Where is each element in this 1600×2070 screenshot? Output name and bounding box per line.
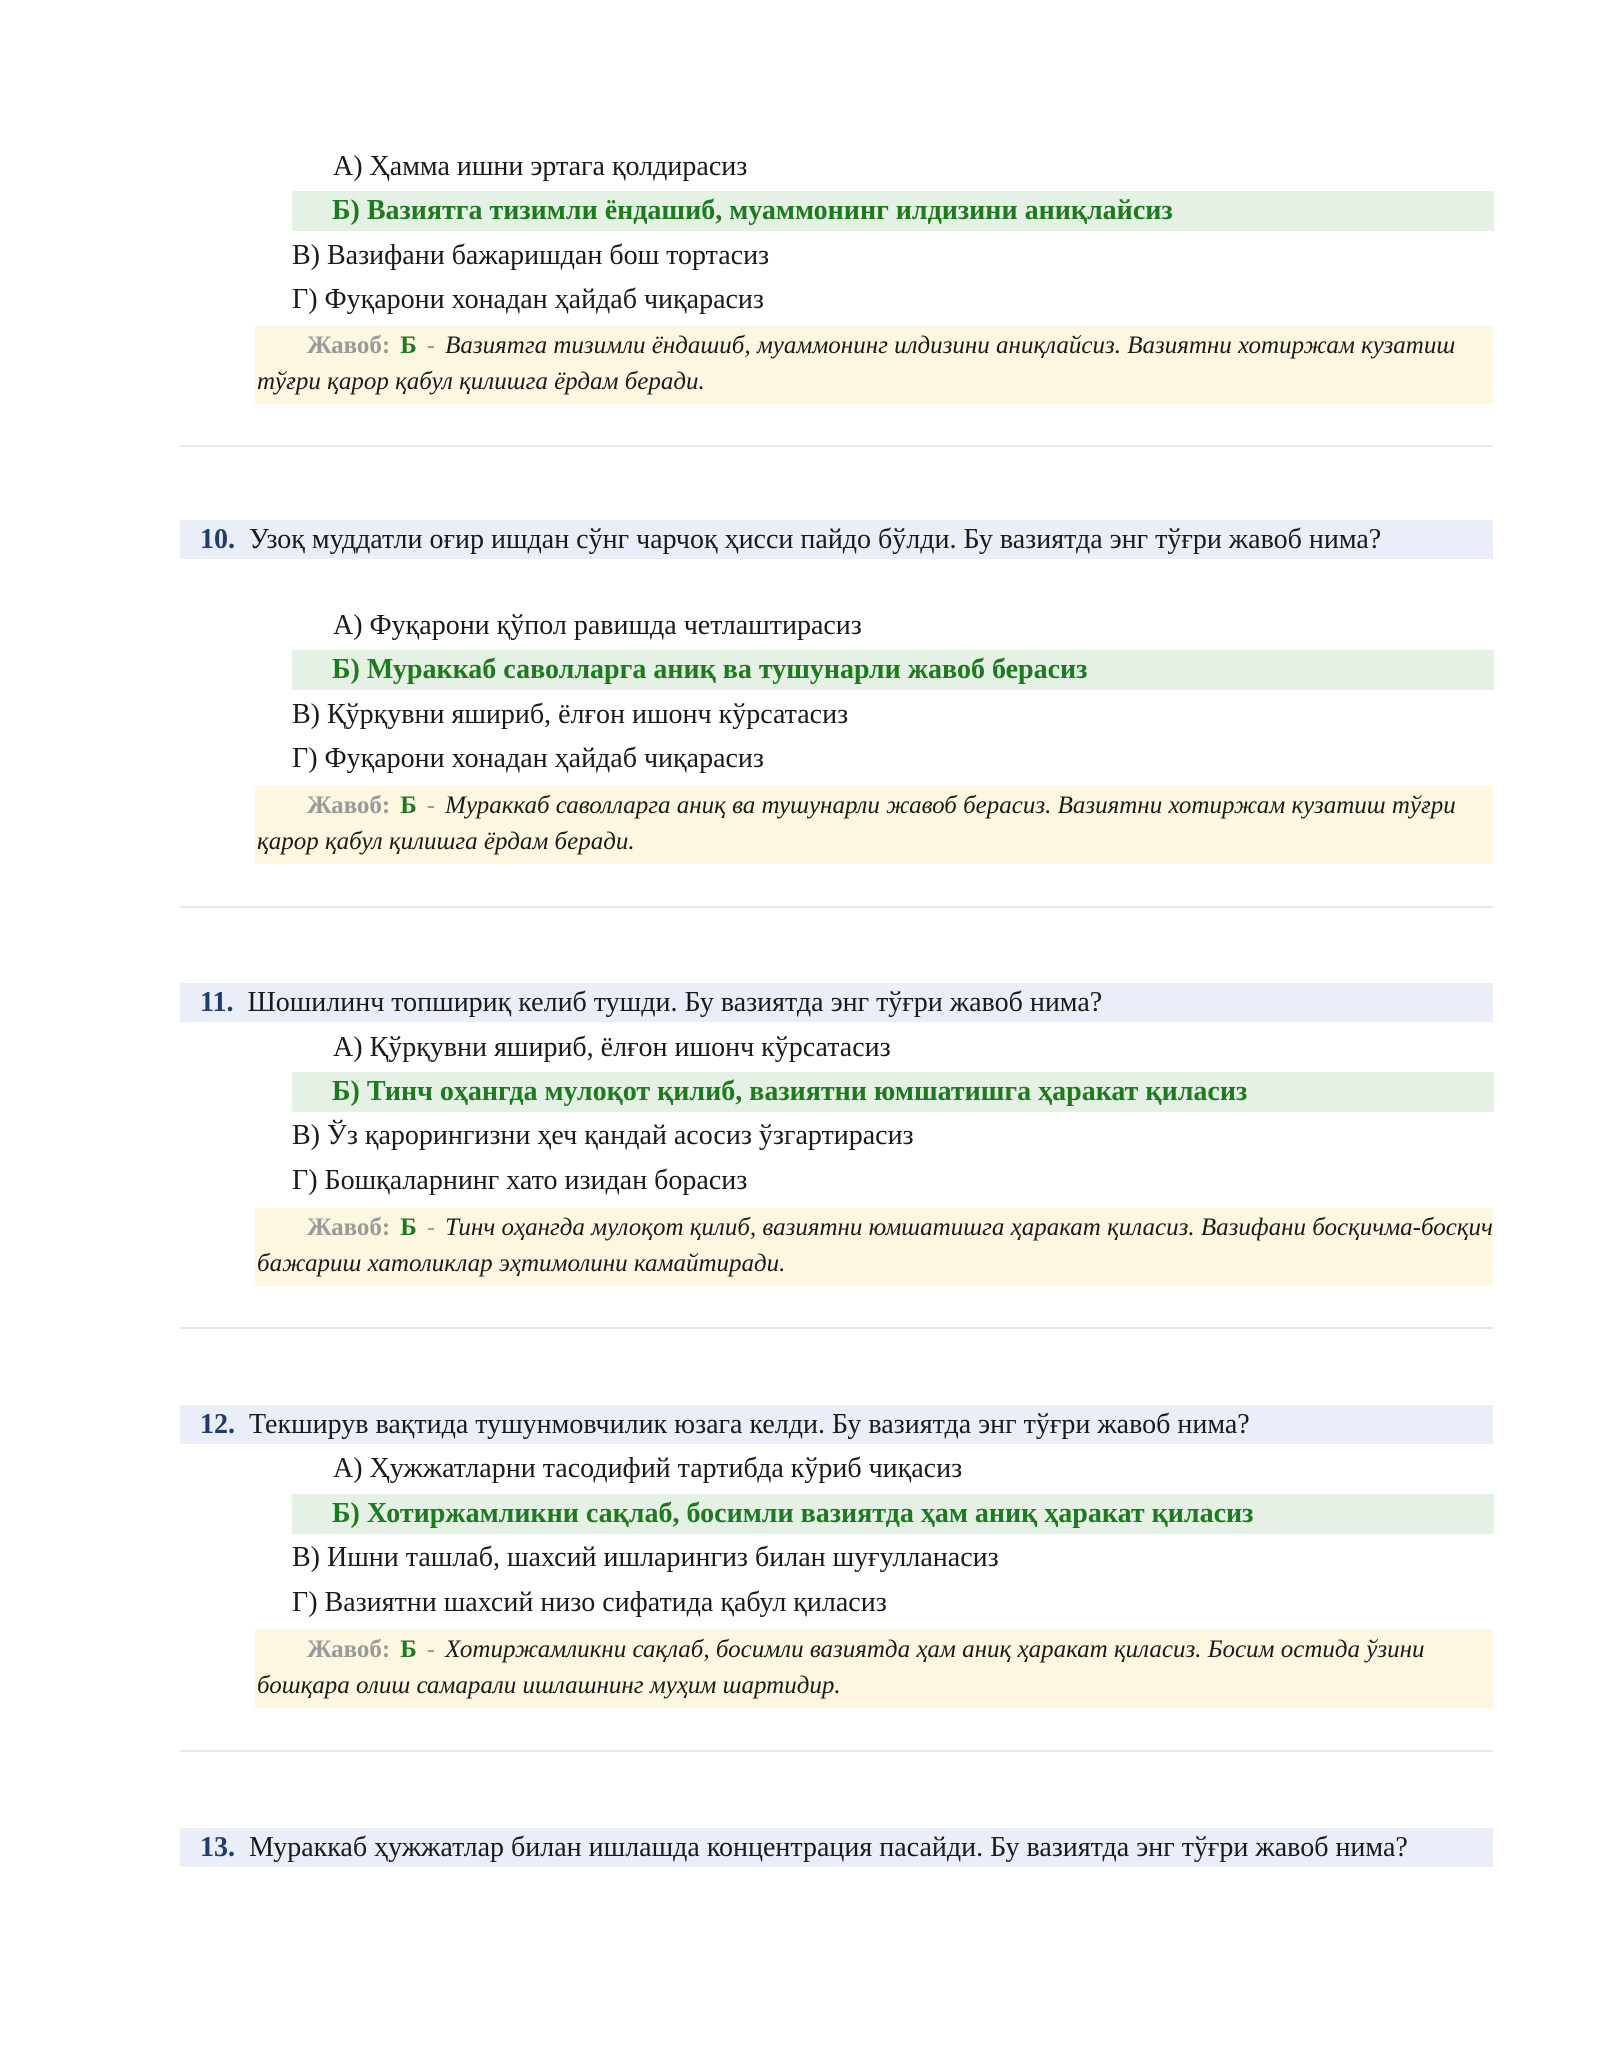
separator [180, 1750, 1493, 1752]
answer-text: Хотиржамликни сақлаб, босимли вазиятда ҳам аниқ ҳаракат қиласиз. Босим остида ўзини бошқара олиш самарали ишлашнинг муҳим шартидир. [257, 1636, 1425, 1699]
answer-text: Тинч оҳангда мулоқот қилиб, вазиятни юмшатишга ҳаракат қиласиз. Вазифани босқичма-босқич бажариш хатоликлар эҳтимолини камайтиради. [257, 1214, 1493, 1277]
question-13 [180, 1828, 1493, 1867]
q11-answer-box [255, 1208, 1493, 1286]
q10-option-b-correct: Б) Мураккаб саволларга аниқ ва тушунарли жавоб берасиз [292, 650, 1494, 690]
q12-answer-box [255, 1630, 1493, 1708]
question-text: Мураккаб ҳужжатлар билан ишлашда концентрация пасайди. Бу вазиятда энг тўғри жавоб нима? [249, 1832, 1408, 1863]
answer-letter: Б [400, 1214, 417, 1241]
q9-option-b-correct: Б) Вазиятга тизимли ёндашиб, муаммонинг илдизини аниқлайсиз [292, 191, 1494, 231]
q11-option-c: В) Ўз қарорингизни ҳеч қандай асосиз ўзгартирасиз [292, 1120, 914, 1151]
answer-label: Жавоб: [307, 332, 391, 359]
answer-letter: Б [400, 1636, 417, 1663]
q10-option-a: А) Фуқарони қўпол равишда четлаштирасиз [333, 610, 862, 641]
answer-dash: - [426, 1636, 436, 1663]
answer-letter: Б [400, 792, 417, 819]
q9-option-a: А) Ҳамма ишни эртага қолдирасиз [333, 151, 748, 182]
q9-option-d: Г) Фуқарони хонадан ҳайдаб чиқарасиз [292, 284, 764, 315]
question-text: Текширув вақтида тушунмовчилик юзага келди. Бу вазиятда энг тўғри жавоб нима? [249, 1409, 1250, 1440]
answer-dash: - [426, 792, 436, 819]
question-number: 12. [200, 1409, 235, 1440]
question-12 [180, 1405, 1493, 1444]
q9-option-c: В) Вазифани бажаришдан бош тортасиз [292, 240, 770, 271]
question-number: 11. [200, 987, 234, 1018]
answer-label: Жавоб: [307, 1214, 391, 1241]
answer-label: Жавоб: [307, 792, 391, 819]
q9-answer-box [255, 326, 1493, 404]
separator [180, 445, 1493, 447]
q10-answer-box [255, 786, 1493, 864]
q11-option-b-correct: Б) Тинч оҳангда мулоқот қилиб, вазиятни юмшатишга ҳаракат қиласиз [292, 1072, 1494, 1112]
question-number: 10. [200, 524, 235, 555]
q10-option-c: В) Қўрқувни яшириб, ёлғон ишонч кўрсатасиз [292, 699, 849, 730]
q12-option-a: А) Ҳужжатларни тасодифий тартибда кўриб чиқасиз [333, 1453, 963, 1484]
answer-letter: Б [400, 332, 417, 359]
q12-option-c: В) Ишни ташлаб, шахсий ишларингиз билан шуғулланасиз [292, 1542, 999, 1573]
question-11 [180, 983, 1493, 1022]
q11-option-d: Г) Бошқаларнинг хато изидан борасиз [292, 1165, 748, 1196]
q11-option-a: А) Қўрқувни яшириб, ёлғон ишонч кўрсатасиз [333, 1032, 891, 1063]
question-number: 13. [200, 1832, 235, 1863]
q12-option-d: Г) Вазиятни шахсий низо сифатида қабул қиласиз [292, 1587, 887, 1618]
question-10 [180, 520, 1493, 559]
answer-dash: - [426, 1214, 436, 1241]
separator [180, 906, 1493, 908]
question-text: Узоқ муддатли оғир ишдан сўнг чарчоқ ҳисси пайдо бўлди. Бу вазиятда энг тўғри жавоб нима? [249, 524, 1382, 555]
answer-text: Мураккаб саволларга аниқ ва тушунарли жавоб берасиз. Вазиятни хотиржам кузатиш тўғри қарор қабул қилишга ёрдам беради. [257, 792, 1456, 855]
answer-dash: - [426, 332, 436, 359]
q12-option-b-correct: Б) Хотиржамликни сақлаб, босимли вазиятда ҳам аниқ ҳаракат қиласиз [292, 1494, 1494, 1534]
separator [180, 1327, 1493, 1329]
answer-text: Вазиятга тизимли ёндашиб, муаммонинг илдизини аниқлайсиз. Вазиятни хотиржам кузатиш тўғри қарор қабул қилишга ёрдам беради. [257, 332, 1456, 395]
answer-label: Жавоб: [307, 1636, 391, 1663]
q10-option-d: Г) Фуқарони хонадан ҳайдаб чиқарасиз [292, 743, 764, 774]
question-text: Шошилинч топшириқ келиб тушди. Бу вазиятда энг тўғри жавоб нима? [247, 987, 1103, 1018]
